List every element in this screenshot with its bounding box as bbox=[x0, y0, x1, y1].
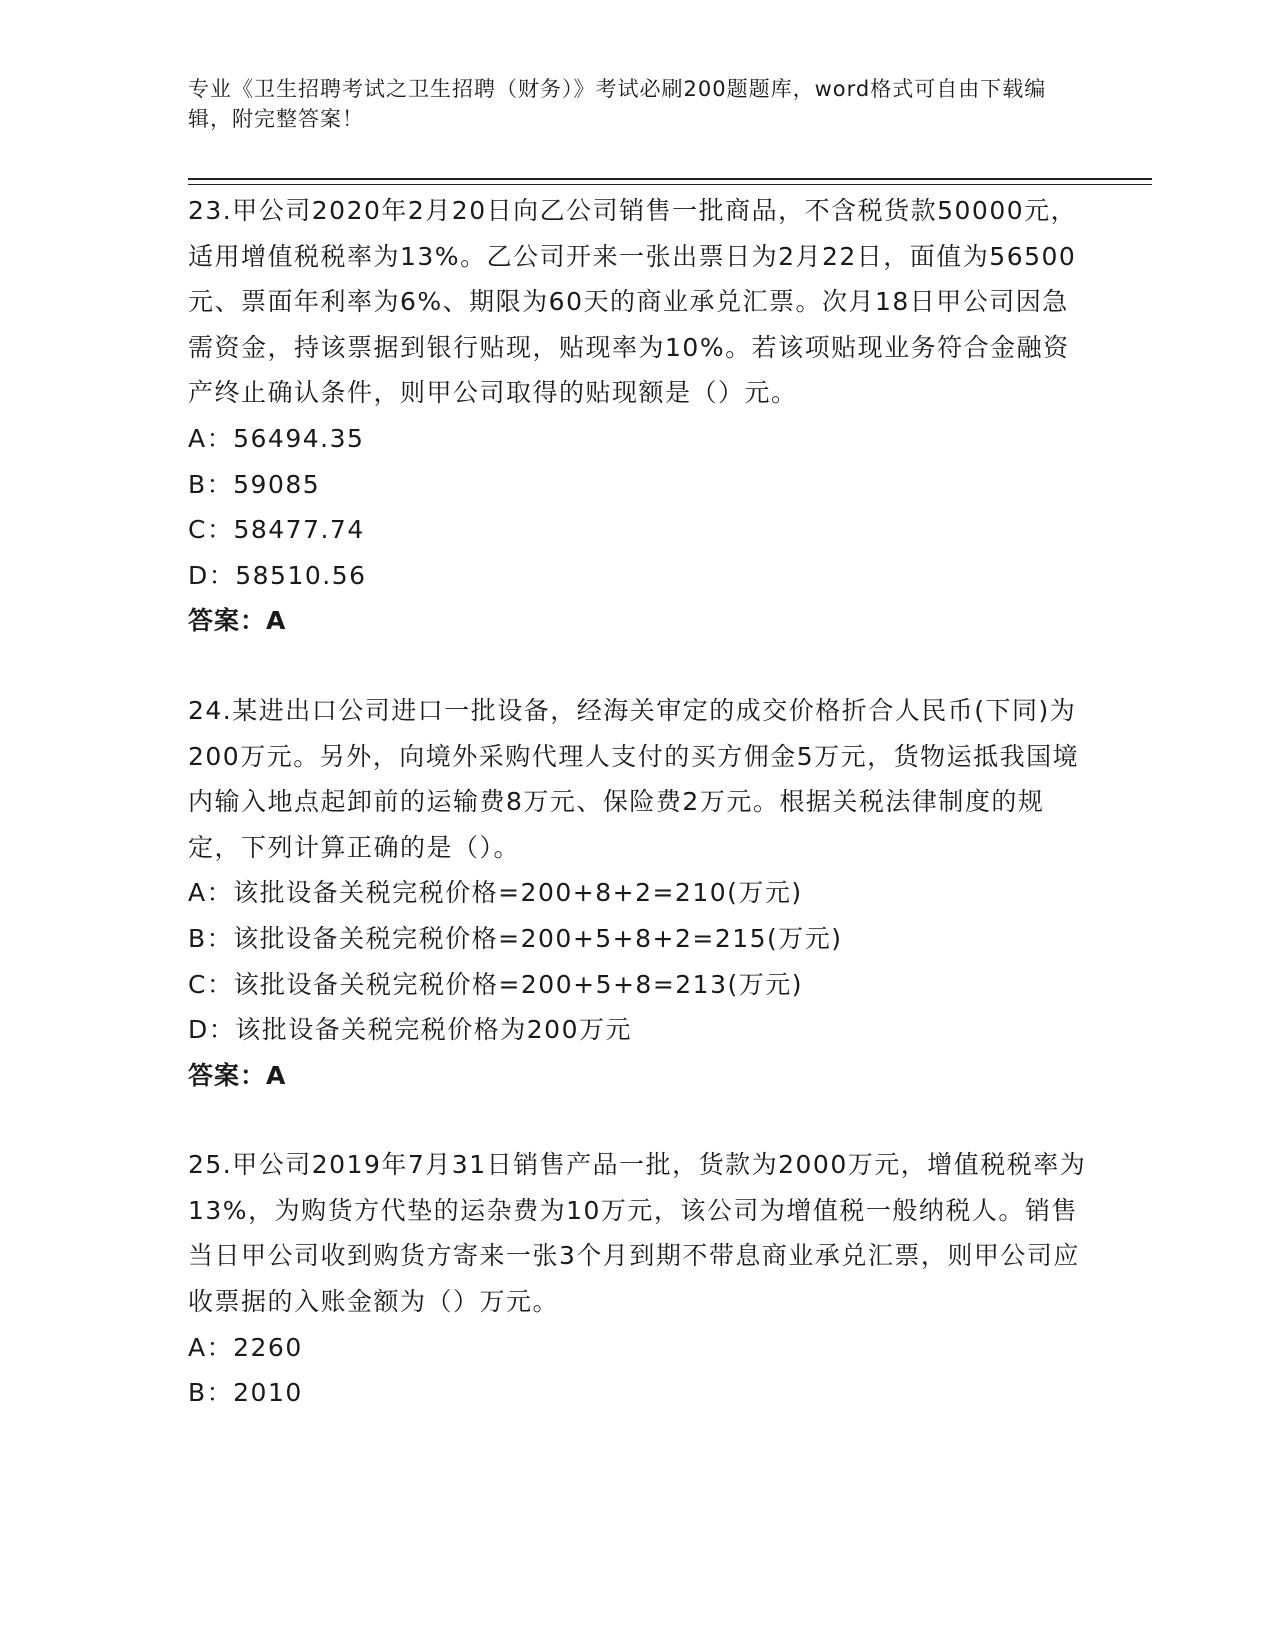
document-header bbox=[188, 74, 1068, 134]
question-25 bbox=[188, 1142, 1088, 1416]
question-24 bbox=[188, 688, 1088, 1098]
option-a: A：2260 bbox=[188, 1332, 303, 1362]
question-stem: 25.甲公司2019年7月31日销售产品一批，货款为2000万元，增值税税率为13%，为购货方代垫的运杂费为10万元，该公司为增值税一般纳税人。销售当日甲公司收到购货方寄来一张3个月到期不带息商业承兑汇票，则甲公司应收票据的入账金额为（）万元。 bbox=[188, 1150, 1087, 1317]
answer-label: 答案：A bbox=[188, 606, 287, 636]
header-divider bbox=[188, 178, 1152, 180]
option-c: C：该批设备关税完税价格=200+5+8=213(万元) bbox=[188, 969, 803, 999]
option-b: B：2010 bbox=[188, 1378, 303, 1408]
question-23 bbox=[188, 188, 1088, 644]
answer-label: 答案：A bbox=[188, 1060, 287, 1090]
question-stem: 23.甲公司2020年2月20日向乙公司销售一批商品，不含税货款50000元，适用增值税税率为13%。乙公司开来一张出票日为2月22日，面值为56500元、票面年利率为6%、期限为60天的商业承兑汇票。次月18日甲公司因急需资金，持该票据到银行贴现，贴现率为10%。若该项贴现业务符合金融资产终止确认条件，则甲公司取得的贴现额是（）元。 bbox=[188, 196, 1078, 408]
option-b: B：该批设备关税完税价格=200+5+8+2=215(万元) bbox=[188, 923, 843, 953]
option-d: D：58510.56 bbox=[188, 560, 367, 590]
option-c: C：58477.74 bbox=[188, 515, 365, 545]
option-a: A：该批设备关税完税价格=200+8+2=210(万元) bbox=[188, 878, 803, 908]
header-divider-thin bbox=[188, 184, 1152, 185]
question-list bbox=[188, 188, 1088, 1460]
option-b: B：59085 bbox=[188, 469, 321, 499]
question-stem: 24.某进出口公司进口一批设备，经海关审定的成交价格折合人民币(下同)为200万元。另外，向境外采购代理人支付的买方佣金5万元，货物运抵我国境内输入地点起卸前的运输费8万元、保险费2万元。根据关税法律制度的规定，下列计算正确的是（）。 bbox=[188, 695, 1080, 862]
header-text: 专业《卫生招聘考试之卫生招聘（财务）》考试必刷200题题库，word格式可自由下载编辑，附完整答案！ bbox=[188, 77, 1047, 131]
option-d: D：该批设备关税完税价格为200万元 bbox=[188, 1015, 632, 1045]
option-a: A：56494.35 bbox=[188, 423, 365, 453]
